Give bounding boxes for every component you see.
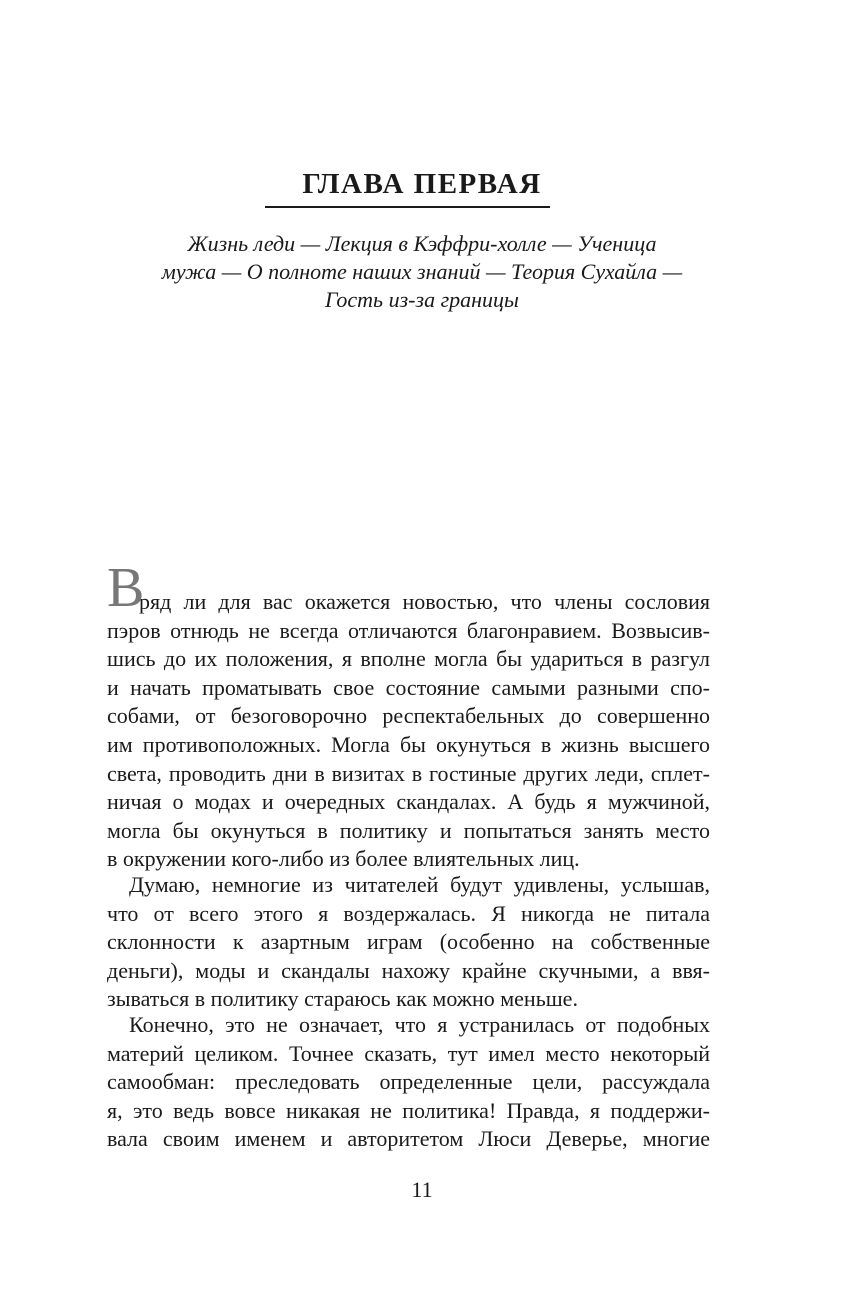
text-line: что от всего этого я воздержалась. Я никогда не питала [107,900,710,926]
epigraph-line: Жизнь леди — Лекция в Кэффри-холле — Ученица [187,231,657,256]
page-number: 11 [411,1177,433,1202]
text-line: зываться в политику стараюсь как можно меньше. [107,986,578,1012]
chapter-title: ГЛАВА ПЕРВАЯ [302,168,542,200]
text-line: материй целиком. Точнее сказать, тут имел место некоторый [107,1040,710,1066]
text-line: собами, от безоговорочно респектабельных до совершенно [107,703,710,729]
text-line: Думаю, немногие из читателей будут удивлены, услышав, [129,872,710,897]
text-line: самообман: преследовать определенные цели, рассуждала [107,1069,710,1095]
text-line: могла бы окунуться в политику и попытаться занять место [107,817,710,843]
epigraph-line: Гость из-за границы [325,287,519,312]
text-line: склонности к азартным играм (особенно на собственные [107,929,710,955]
text-line: и начать проматывать свое состояние самыми разными спо- [107,674,710,700]
text-line: света, проводить дни в визитах в гостиные других леди, сплет- [107,760,710,786]
paragraph-1 [107,557,710,874]
text-line [107,557,710,619]
paragraph-2 [107,871,710,1014]
paragraph-3 [107,1011,710,1154]
text-line: вала своим именем и авторитетом Люси Деверье, многие [107,1126,710,1152]
text-line: в окружении кого-либо из более влиятельных лиц. [107,846,580,872]
epigraph-line: мужа — О полноте наших знаний — Теория Сухайла — [161,259,683,284]
text-line: я, это ведь вовсе никакая не политика! Правда, я поддержи- [107,1097,710,1123]
text-line: Конечно, это не означает, что я устранилась от подобных [129,1012,710,1037]
text-line: им противоположных. Могла бы окунуться в жизнь высшего [107,731,710,757]
text-line: ничая о модах и очередных скандалах. А будь я мужчиной, [107,789,710,815]
drop-cap: В [107,557,145,619]
title-underline [265,206,550,208]
text-line: шись до их положения, я вполне могла бы удариться в разгул [107,646,710,672]
text-line-content: ряд ли для вас окажется новостью, что члены сословия [139,589,710,614]
chapter-epigraph [90,230,754,314]
text-line: деньги), моды и скандалы нахожу крайне скучными, а ввя- [107,957,710,983]
text-line: пэров отнюдь не всегда отличаются благонравием. Возвысив- [107,617,710,643]
